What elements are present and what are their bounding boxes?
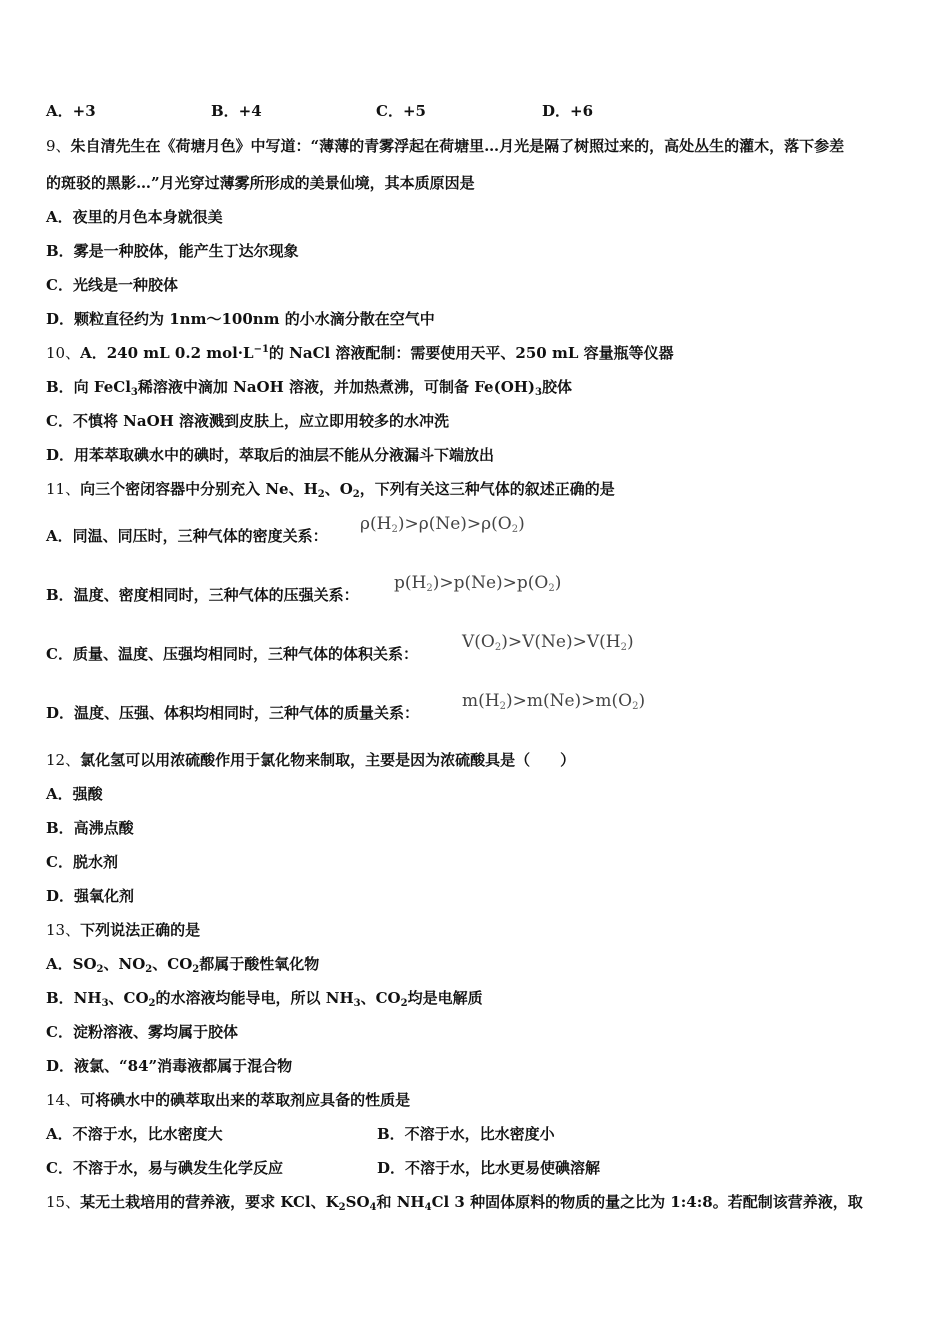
q11-option-a: A．同温、同压时，三种气体的密度关系：	[46, 527, 328, 545]
q14-stem-text: 可将碘水中的碘萃取出来的萃取剂应具备的性质是	[80, 1091, 411, 1109]
q11-stem-sub2: 2	[352, 489, 360, 500]
q13-option-c: C．淀粉溶液、雾均属于胶体	[46, 1023, 238, 1041]
q13-option-d: D．液氯、“84”消毒液都属于混合物	[46, 1057, 293, 1075]
q8-option-b: B．+4	[211, 102, 262, 120]
q11-formula-c: $V(O_2)>V(Ne)>V(H_2)$	[462, 632, 634, 653]
q9-number: 9、	[46, 137, 71, 155]
q10-b-sub2: 3	[535, 387, 543, 398]
q11-stem-text: 向三个密闭容器中分别充入 Ne、H	[80, 480, 318, 498]
q11-formula-a: $\rho(H_2)>\rho(Ne)>\rho(O_2)$	[360, 514, 525, 535]
q13-stem	[46, 920, 200, 940]
q10-option-d: D．用苯萃取碘水中的碘时，萃取后的油层不能从分液漏斗下端放出	[46, 446, 495, 464]
q12-stem	[46, 750, 575, 770]
q12-option-a: A．强酸	[46, 785, 103, 803]
q10-b-text: B．向 FeCl	[46, 378, 131, 396]
q9-stem1: 朱自清先生在《荷塘月色》中写道：“薄薄的青雾浮起在荷塘里…月光是隔了树照过来的，高处丛生的灌木，落下参差	[70, 137, 845, 155]
q14-option-c: C．不溶于水，易与碘发生化学反应	[46, 1159, 283, 1177]
q15-stem: 15、某无土栽培用的营养液，要求 KCl、$K_2SO_4$和 $NH_4Cl$ 3 种固体原料的物质的量之比为 1:4:8。若配制该营养液，取	[46, 1193, 863, 1213]
q10-option-b	[46, 377, 572, 397]
q14-number: 14、	[46, 1091, 81, 1109]
q10-option-c: C．不慎将 NaOH 溶液溅到皮肤上，应立即用较多的水冲洗	[46, 412, 450, 430]
q10-b-mid: 稀溶液中滴加 NaOH 溶液，并加热煮沸，可制备 Fe(OH)	[137, 378, 536, 396]
q10-b-sub1: 3	[130, 387, 138, 398]
q8-option-a: A．+3	[46, 102, 96, 120]
q12-option-c: C．脱水剂	[46, 853, 118, 871]
q14-option-d: D．不溶于水，比水更易使碘溶解	[377, 1159, 601, 1177]
q10-a-sup: −1	[253, 344, 269, 355]
q13-option-b: B．$NH_3$、$CO_2$的水溶液均能导电，所以 $NH_3$、$CO_2$均是电解质	[46, 989, 483, 1009]
q13-number: 13、	[46, 921, 81, 939]
q11-number: 11、	[46, 480, 81, 498]
q13-option-a: A．$SO_2$、$NO_2$、$CO_2$都属于酸性氧化物	[46, 955, 320, 975]
q11-option-d: D．温度、压强、体积均相同时，三种气体的质量关系：	[46, 704, 420, 722]
q9-option-b: B．雾是一种胶体，能产生丁达尔现象	[46, 242, 299, 260]
q11-stem-mid: 、O	[324, 480, 353, 498]
q12-option-d: D．强氧化剂	[46, 887, 135, 905]
q13-stem-text: 下列说法正确的是	[80, 921, 201, 939]
q15-number: 15、	[46, 1193, 81, 1211]
q11-stem-rest: ，下列有关这三种气体的叙述正确的是	[359, 480, 615, 498]
q10-number: 10、	[46, 344, 81, 362]
q10-option-a	[46, 343, 674, 363]
q9-option-c: C．光线是一种胶体	[46, 276, 178, 294]
q11-stem	[46, 479, 615, 499]
q12-option-b: B．高沸点酸	[46, 819, 134, 837]
q8-option-c: C．+5	[376, 102, 426, 120]
q14-option-b: B．不溶于水，比水密度小	[377, 1125, 555, 1143]
q10-a-rest: 的 NaCl 溶液配制：需要使用天平、250 mL 容量瓶等仪器	[268, 344, 674, 362]
q12-number: 12、	[46, 751, 81, 769]
q11-option-b: B．温度、密度相同时，三种气体的压强关系：	[46, 586, 359, 604]
q9-option-a: A．夜里的月色本身就很美	[46, 208, 223, 226]
q10-a-text: A．240 mL 0.2 mol·L	[80, 344, 254, 362]
q9-option-d: D．颗粒直径约为 1nm～100nm 的小水滴分散在空气中	[46, 310, 435, 328]
q10-b-rest: 胶体	[542, 378, 573, 396]
q9-stem-line2: 的斑驳的黑影…”月光穿过薄雾所形成的美景仙境，其本质原因是	[46, 174, 475, 192]
q8-option-d: D．+6	[542, 102, 594, 120]
q11-formula-d: $m(H_2)>m(Ne)>m(O_2)$	[462, 691, 646, 712]
q12-stem-text: 氯化氢可以用浓硫酸作用于氯化物来制取，主要是因为浓硫酸具是（ ）	[80, 751, 576, 769]
q14-stem	[46, 1090, 410, 1110]
q11-formula-b: $p(H_2)>p(Ne)>p(O_2)$	[394, 573, 562, 594]
q11-option-c: C．质量、温度、压强均相同时，三种气体的体积关系：	[46, 645, 418, 663]
q11-stem-sub1: 2	[317, 489, 325, 500]
q14-option-a: A．不溶于水，比水密度大	[46, 1125, 223, 1143]
q9-stem-line1	[46, 136, 844, 156]
